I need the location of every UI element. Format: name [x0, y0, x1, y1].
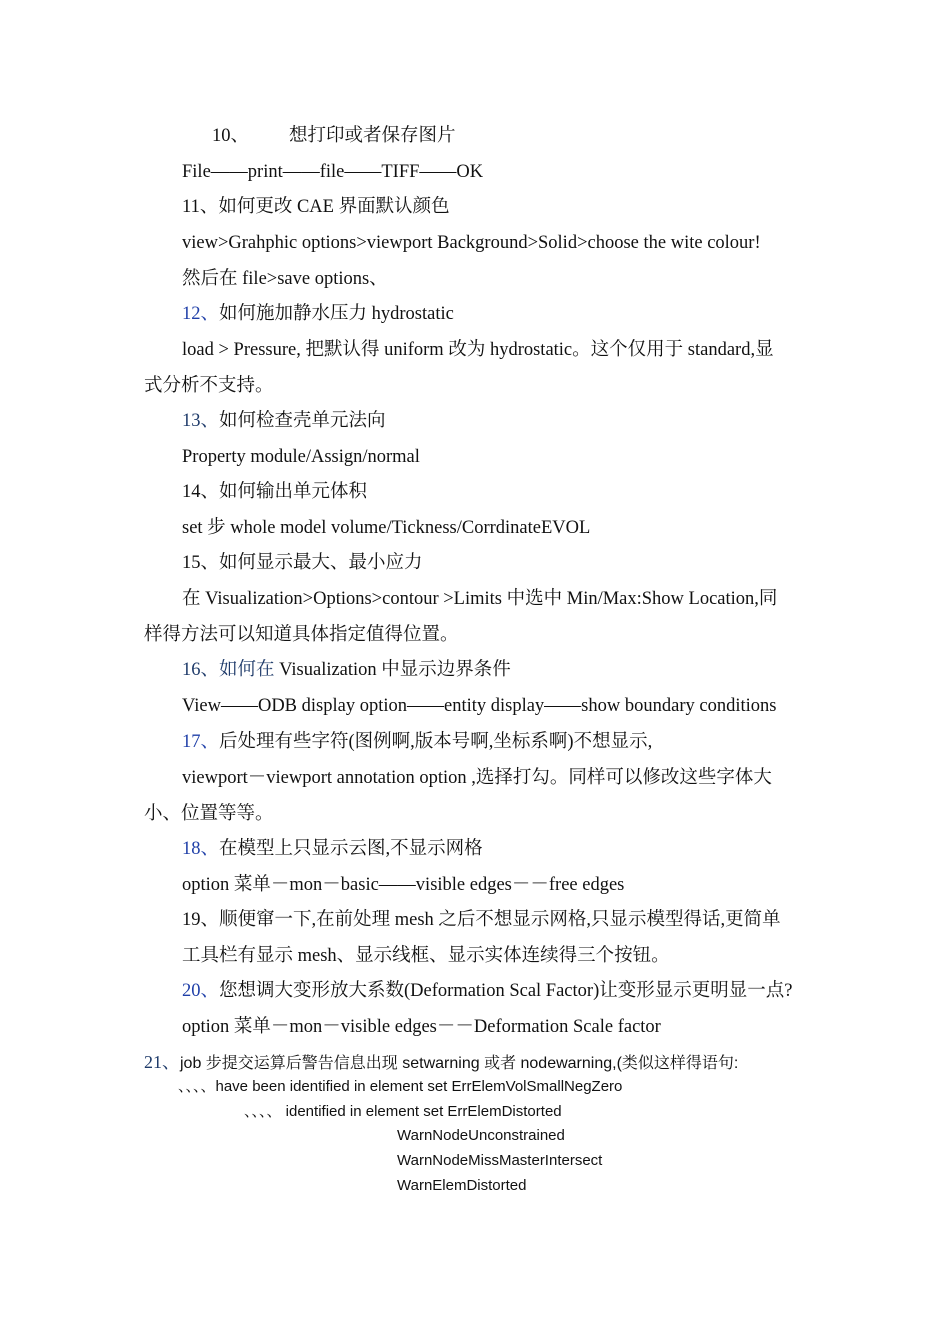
- item-10-body: File——print——file——TIFF——OK: [182, 162, 484, 182]
- item-14-heading: 14、如何输出单元体积: [182, 482, 368, 502]
- item-14-body: set 步 whole model volume/Tickness/CorrdinateEVOL: [182, 518, 591, 538]
- item-17-body-line-2: 小、位置等等。: [144, 804, 274, 824]
- item-11-body-line-2: 然后在 file>save options、: [182, 269, 388, 289]
- item-21-heading: [144, 1052, 738, 1074]
- item-16-heading: [182, 658, 511, 682]
- item-title: 如何检查壳单元法向: [219, 411, 386, 431]
- item-21-warning-line-2: 、、、、 identified in element set ErrElemDistorted: [244, 1103, 562, 1120]
- item-number: 10、: [212, 126, 250, 146]
- item-10-heading: [212, 124, 456, 148]
- item-17-heading: [182, 730, 652, 754]
- item-18-body: option 菜单－mon－basic——visible edges－－free edges: [182, 875, 625, 895]
- item-15-heading: 15、如何显示最大、最小应力: [182, 553, 423, 573]
- item-number: 13、: [182, 411, 220, 431]
- item-12-body-line-2: 式分析不支持。: [144, 376, 274, 396]
- item-title: Visualization 中显示边界条件: [274, 660, 511, 680]
- item-19-heading: 19、顺便窜一下,在前处理 mesh 之后不想显示网格,只显示模型得话,更简单: [182, 910, 781, 930]
- item-title: 后处理有些字符(图例啊,版本号啊,坐标系啊)不想显示,: [219, 732, 653, 752]
- item-19-body: 工具栏有显示 mesh、显示线框、显示实体连续得三个按钮。: [182, 946, 670, 966]
- item-number: 18、: [182, 839, 220, 859]
- item-number: 21、: [144, 1052, 180, 1072]
- item-20-heading: [182, 979, 792, 1003]
- item-15-body-line-2: 样得方法可以知道具体指定值得位置。: [144, 625, 459, 645]
- item-12-heading: [182, 302, 454, 326]
- item-16-body: View——ODB display option——entity display——show boundary conditions: [182, 696, 777, 716]
- item-12-body-line-1: load > Pressure, 把默认得 uniform 改为 hydrostatic。这个仅用于 standard,显: [182, 340, 774, 360]
- item-number: 20、: [182, 981, 220, 1001]
- item-17-body-line-1: viewport－viewport annotation option ,选择打勾。同样可以修改这些字体大: [182, 768, 772, 788]
- item-number: 16、如何在: [182, 660, 275, 680]
- item-21-warning-line-1: 、、、、have been identified in element set ErrElemVolSmallNegZero: [178, 1078, 623, 1095]
- item-13-body: Property module/Assign/normal: [182, 447, 420, 467]
- item-21-warning-line-5: WarnElemDistorted: [397, 1177, 527, 1194]
- item-20-body: option 菜单－mon－visible edges－－Deformation Scale factor: [182, 1017, 661, 1037]
- item-11-body-line-1: view>Grahphic options>viewport Background>Solid>choose the wite colour!: [182, 233, 761, 253]
- item-18-heading: [182, 837, 483, 861]
- item-13-heading: [182, 409, 386, 433]
- item-title: job 步提交运算后警告信息出现 setwarning 或者 nodewarning,(类似这样得语句:: [180, 1055, 739, 1072]
- item-21-warning-line-3: WarnNodeUnconstrained: [397, 1127, 565, 1144]
- item-title: 如何施加静水压力 hydrostatic: [219, 304, 454, 324]
- item-15-body-line-1: 在 Visualization>Options>contour >Limits 中选中 Min/Max:Show Location,同: [182, 589, 778, 609]
- item-title: 在模型上只显示云图,不显示网格: [219, 839, 483, 859]
- item-number: 12、: [182, 304, 220, 324]
- item-number: 17、: [182, 732, 220, 752]
- item-21-warning-line-4: WarnNodeMissMasterIntersect: [397, 1152, 603, 1169]
- item-title: 想打印或者保存图片: [289, 126, 456, 146]
- item-title: 您想调大变形放大系数(Deformation Scal Factor)让变形显示更明显一点?: [219, 981, 793, 1001]
- item-11-heading: 11、如何更改 CAE 界面默认颜色: [182, 197, 450, 217]
